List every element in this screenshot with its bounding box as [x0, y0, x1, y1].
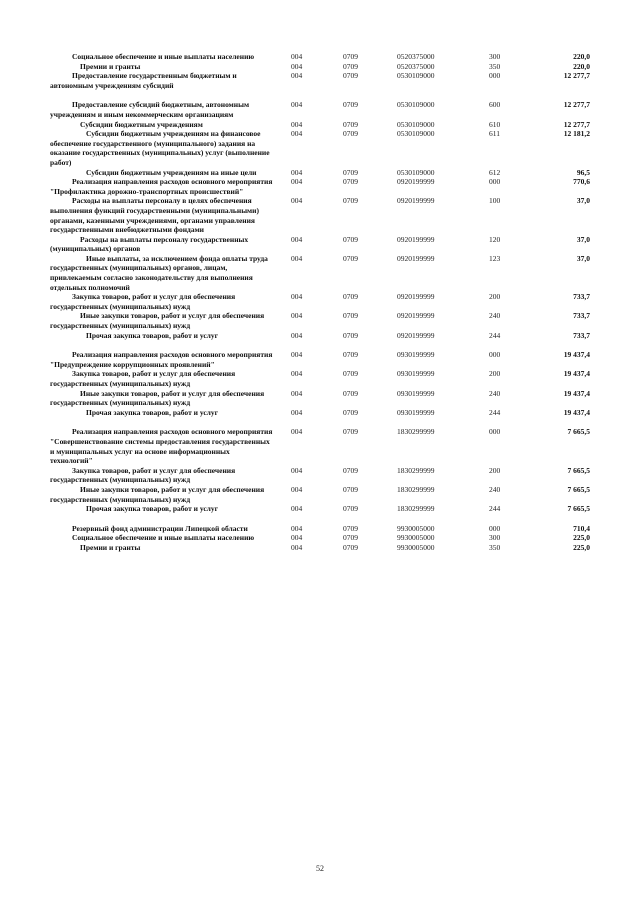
expense-type-code: 120 [489, 234, 501, 244]
section-code: 0709 [343, 311, 358, 321]
amount: 7 665,5 [567, 484, 590, 494]
expense-type-code: 611 [489, 129, 500, 139]
ministry-code: 004 [291, 100, 303, 110]
amount: 7 665,5 [567, 465, 590, 475]
table-row [50, 168, 590, 178]
section-code: 0709 [343, 484, 358, 494]
amount: 37,0 [576, 253, 590, 263]
row-spacer [50, 90, 590, 100]
ministry-code: 004 [291, 177, 303, 187]
amount: 12 277,7 [563, 119, 590, 129]
section-code: 0709 [343, 196, 358, 206]
table-row [50, 254, 590, 292]
table-row [50, 427, 590, 465]
expense-type-code: 612 [489, 167, 501, 177]
amount: 733,7 [573, 292, 590, 302]
expense-type-code: 240 [489, 311, 501, 321]
expense-type-code: 000 [489, 427, 501, 437]
table-row [50, 311, 590, 330]
expense-name: Иные закупки товаров, работ и услуг для обеспечения государственных (муниципальных) нужд [50, 311, 265, 331]
expense-name: Реализация направления расходов основного мероприятия "Профилактика дорожно-транспортных происшествий" [50, 177, 273, 196]
expense-name: Иные закупки товаров, работ и услуг для обеспечения государственных (муниципальных) нужд [50, 484, 265, 504]
table-row [50, 543, 590, 553]
ministry-code: 004 [291, 407, 303, 417]
expense-name: Реализация направления расходов основного мероприятия "Совершенствование системы предоставления государственных и муниципальных услуг на основе информационных технологий" [50, 427, 273, 466]
expense-name: Закупка товаров, работ и услуг для обеспечения государственных (муниципальных) нужд [50, 292, 236, 311]
expense-name: Прочая закупка товаров, работ и услуг [86, 330, 219, 340]
table-row [50, 533, 590, 543]
expense-name: Социальное обеспечение и иные выплаты населению [72, 533, 255, 543]
expense-type-code: 000 [489, 177, 501, 187]
target-article-code: 0920199999 [397, 234, 435, 244]
target-article-code: 0530109000 [397, 129, 435, 139]
table-row [50, 466, 590, 485]
expense-type-code: 300 [489, 533, 501, 543]
expense-type-code: 200 [489, 369, 501, 379]
expense-name: Прочая закупка товаров, работ и услуг [86, 407, 219, 417]
row-spacer [50, 417, 590, 427]
amount: 96,5 [576, 167, 590, 177]
expense-name: Предоставление субсидий бюджетным, автономным учреждениям и иным некоммерческим организациям [50, 100, 250, 119]
target-article-code: 0530109000 [397, 119, 435, 129]
amount: 225,0 [573, 542, 590, 552]
expense-name: Расходы на выплаты персоналу государственных (муниципальных) органов [50, 234, 249, 254]
amount: 220,0 [573, 61, 590, 71]
amount: 19 437,4 [563, 369, 590, 379]
amount: 7 665,5 [567, 504, 590, 514]
section-code: 0709 [343, 407, 358, 417]
table-row [50, 71, 590, 90]
table-row [50, 235, 590, 254]
ministry-code: 004 [291, 388, 303, 398]
ministry-code: 004 [291, 523, 303, 533]
target-article-code: 9930005000 [397, 542, 435, 552]
target-article-code: 0920199999 [397, 253, 435, 263]
ministry-code: 004 [291, 234, 303, 244]
expense-name: Иные закупки товаров, работ и услуг для обеспечения государственных (муниципальных) нужд [50, 388, 265, 408]
ministry-code: 004 [291, 71, 303, 81]
target-article-code: 0920199999 [397, 311, 435, 321]
section-code: 0709 [343, 292, 358, 302]
expense-type-code: 244 [489, 407, 501, 417]
expense-name: Иные выплаты, за исключением фонда оплаты труда государственных (муниципальных) органов, лицам, привлекаемым согласно законодательству для выполнения отдельных полномочий [50, 253, 268, 292]
target-article-code: 1830299999 [397, 484, 435, 494]
ministry-code: 004 [291, 129, 303, 139]
budget-table [50, 52, 590, 553]
expense-name: Прочая закупка товаров, работ и услуг [86, 504, 219, 514]
amount: 12 181,2 [563, 129, 590, 139]
table-row [50, 408, 590, 418]
amount: 19 437,4 [563, 388, 590, 398]
expense-name: Закупка товаров, работ и услуг для обеспечения государственных (муниципальных) нужд [50, 465, 236, 485]
table-row [50, 292, 590, 311]
expense-type-code: 000 [489, 71, 501, 81]
target-article-code: 0930199999 [397, 350, 435, 360]
table-row [50, 62, 590, 72]
expense-type-code: 000 [489, 523, 501, 533]
section-code: 0709 [343, 253, 358, 263]
section-code: 0709 [343, 330, 358, 340]
expense-type-code: 300 [489, 52, 501, 61]
expense-name: Расходы на выплаты персоналу в целях обеспечения выполнения функций государственными (муниципальными) органами, казенными учреждениями, органами управления государственными внебюджетными фондами [50, 196, 259, 235]
ministry-code: 004 [291, 52, 303, 61]
expense-name: Предоставление государственным бюджетным и автономным учреждениям субсидий [50, 71, 237, 90]
row-spacer [50, 514, 590, 524]
target-article-code: 0930199999 [397, 388, 435, 398]
ministry-code: 004 [291, 196, 303, 206]
amount: 733,7 [573, 311, 590, 321]
ministry-code: 004 [291, 311, 303, 321]
table-row [50, 52, 590, 62]
table-row [50, 369, 590, 388]
ministry-code: 004 [291, 119, 303, 129]
ministry-code: 004 [291, 369, 303, 379]
row-spacer-cell [50, 90, 590, 100]
section-code: 0709 [343, 504, 358, 514]
expense-type-code: 600 [489, 100, 501, 110]
table-row [50, 331, 590, 341]
ministry-code: 004 [291, 292, 303, 302]
section-code: 0709 [343, 388, 358, 398]
expense-name: Субсидии бюджетным учреждениям на иные цели [86, 167, 257, 177]
section-code: 0709 [343, 119, 358, 129]
row-spacer-cell [50, 417, 590, 427]
section-code: 0709 [343, 52, 358, 61]
amount: 7 665,5 [567, 427, 590, 437]
target-article-code: 0530109000 [397, 167, 435, 177]
amount: 19 437,4 [563, 407, 590, 417]
row-spacer [50, 340, 590, 350]
expense-name: Премии и гранты [80, 61, 141, 71]
ministry-code: 004 [291, 542, 303, 552]
section-code: 0709 [343, 523, 358, 533]
amount: 19 437,4 [563, 350, 590, 360]
expense-type-code: 350 [489, 61, 501, 71]
section-code: 0709 [343, 465, 358, 475]
section-code: 0709 [343, 129, 358, 139]
section-code: 0709 [343, 369, 358, 379]
table-row [50, 389, 590, 408]
expense-name: Закупка товаров, работ и услуг для обеспечения государственных (муниципальных) нужд [50, 369, 236, 388]
target-article-code: 0930199999 [397, 369, 435, 379]
table-row [50, 120, 590, 130]
amount: 37,0 [576, 234, 590, 244]
target-article-code: 0920199999 [397, 177, 435, 187]
expense-name: Резервный фонд администрации Липецкой области [72, 523, 248, 533]
section-code: 0709 [343, 350, 358, 360]
ministry-code: 004 [291, 330, 303, 340]
expense-type-code: 240 [489, 484, 501, 494]
ministry-code: 004 [291, 167, 303, 177]
expense-type-code: 123 [489, 253, 501, 263]
ministry-code: 004 [291, 465, 303, 475]
expense-type-code: 244 [489, 504, 501, 514]
ministry-code: 004 [291, 533, 303, 543]
table-row [50, 100, 590, 119]
ministry-code: 004 [291, 350, 303, 360]
row-spacer-cell [50, 514, 590, 524]
amount: 220,0 [573, 52, 590, 61]
section-code: 0709 [343, 533, 358, 543]
target-article-code: 9930005000 [397, 533, 435, 543]
section-code: 0709 [343, 100, 358, 110]
target-article-code: 0520375000 [397, 61, 435, 71]
expense-type-code: 350 [489, 542, 501, 552]
row-spacer-cell [50, 340, 590, 350]
table-row [50, 129, 590, 167]
amount: 12 277,7 [563, 71, 590, 81]
section-code: 0709 [343, 542, 358, 552]
target-article-code: 1830299999 [397, 504, 435, 514]
section-code: 0709 [343, 167, 358, 177]
expense-type-code: 200 [489, 465, 501, 475]
section-code: 0709 [343, 427, 358, 437]
target-article-code: 0920199999 [397, 196, 435, 206]
ministry-code: 004 [291, 504, 303, 514]
target-article-code: 1830299999 [397, 465, 435, 475]
table-row [50, 504, 590, 514]
expense-name: Субсидии бюджетным учреждениям [80, 119, 203, 129]
table-row [50, 350, 590, 369]
amount: 710,4 [573, 523, 590, 533]
section-code: 0709 [343, 61, 358, 71]
expense-name: Премии и гранты [80, 542, 141, 552]
ministry-code: 004 [291, 253, 303, 263]
target-article-code: 0920199999 [397, 292, 435, 302]
expense-type-code: 000 [489, 350, 501, 360]
table-row [50, 177, 590, 196]
target-article-code: 1830299999 [397, 427, 435, 437]
target-article-code: 0930199999 [397, 407, 435, 417]
section-code: 0709 [343, 177, 358, 187]
ministry-code: 004 [291, 61, 303, 71]
expense-type-code: 200 [489, 292, 501, 302]
table-row [50, 196, 590, 234]
table-row [50, 485, 590, 504]
target-article-code: 0920199999 [397, 330, 435, 340]
amount: 733,7 [573, 330, 590, 340]
ministry-code: 004 [291, 427, 303, 437]
expense-type-code: 240 [489, 388, 501, 398]
amount: 12 277,7 [563, 100, 590, 110]
amount: 37,0 [576, 196, 590, 206]
expense-type-code: 244 [489, 330, 501, 340]
budget-table-body [50, 52, 590, 553]
expense-type-code: 100 [489, 196, 501, 206]
target-article-code: 0530109000 [397, 71, 435, 81]
target-article-code: 9930005000 [397, 523, 435, 533]
target-article-code: 0520375000 [397, 52, 435, 61]
ministry-code: 004 [291, 484, 303, 494]
expense-type-code: 610 [489, 119, 501, 129]
amount: 225,0 [573, 533, 590, 543]
expense-name: Социальное обеспечение и иные выплаты населению [72, 52, 255, 61]
expense-name: Реализация направления расходов основного мероприятия "Предупреждение коррупционных проявлений" [50, 350, 273, 369]
section-code: 0709 [343, 234, 358, 244]
page-number: 52 [316, 864, 324, 873]
expense-name: Субсидии бюджетным учреждениям на финансовое обеспечение государственного (муниципального) задания на оказание государственных (муниципальных) услуг (выполнение работ) [50, 129, 270, 167]
amount: 770,6 [573, 177, 590, 187]
section-code: 0709 [343, 71, 358, 81]
target-article-code: 0530109000 [397, 100, 435, 110]
table-row [50, 524, 590, 534]
